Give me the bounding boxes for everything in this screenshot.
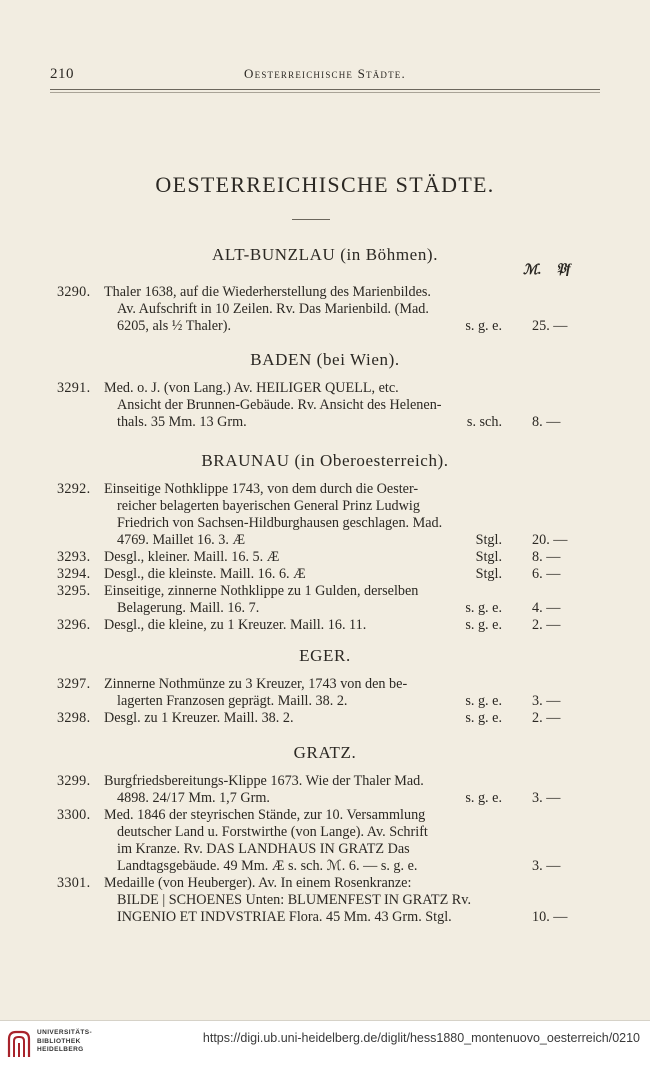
- permalink-url[interactable]: https://digi.ub.uni-heidelberg.de/diglit/hess1880_montenuovo_oesterreich/0210: [202, 1031, 640, 1045]
- entry-price: 10. —: [532, 909, 568, 925]
- entry-price: 2. —: [532, 617, 561, 633]
- entry-line: 4769. Maillet 16. 3. Æ: [117, 532, 246, 548]
- entry-line: Desgl., die kleinste. Maill. 16. 6. Æ: [104, 566, 306, 582]
- library-name: [37, 1029, 92, 1055]
- header-rule-thin: [50, 92, 600, 93]
- library-name-line: HEIDELBERG: [37, 1046, 84, 1053]
- entry-line: Thaler 1638, auf die Wiederherstellung des Marienbildes.: [104, 284, 431, 300]
- catalog-entry: [0, 773, 650, 807]
- viewer-footer: [0, 1020, 650, 1067]
- entry-number: 3294.: [57, 566, 91, 582]
- entry-condition: s. g. e.: [465, 710, 502, 726]
- entry-price: 3. —: [532, 693, 561, 709]
- entry-line: reicher belagerten bayerischen General Prinz Ludwig: [117, 498, 420, 514]
- section-heading: BRAUNAU (in Oberoesterreich).: [201, 451, 449, 470]
- entry-line: Einseitige, zinnerne Nothklippe zu 1 Gulden, derselben: [104, 583, 419, 599]
- entry-condition: s. g. e.: [465, 318, 502, 334]
- entry-number: 3299.: [57, 773, 91, 789]
- entry-price: 3. —: [532, 790, 561, 806]
- column-head-pf: 𝔓f: [556, 262, 571, 277]
- title-divider: [292, 219, 330, 220]
- entry-number: 3296.: [57, 617, 91, 633]
- entry-line: Desgl., die kleine, zu 1 Kreuzer. Maill. 16. 11.: [104, 617, 367, 633]
- entry-price: 8. —: [532, 549, 561, 565]
- entry-number: 3293.: [57, 549, 91, 565]
- entry-line: Landtagsgebäude. 49 Mm. Æ s. sch. ℳ. 6. — s. g. e.: [117, 858, 418, 874]
- entry-price: 4. —: [532, 600, 561, 616]
- catalog-entry: [0, 617, 650, 634]
- library-name-line: BIBLIOTHEK: [37, 1037, 81, 1045]
- entry-number: 3297.: [57, 676, 91, 692]
- entry-condition: s. g. e.: [465, 600, 502, 616]
- entry-line: Av. Aufschrift in 10 Zeilen. Rv. Das Marienbild. (Mad.: [117, 301, 429, 317]
- running-header: [0, 66, 650, 88]
- page-title: OESTERREICHISCHE STÄDTE.: [155, 172, 495, 197]
- entry-line: Burgfriedsbereitungs-Klippe 1673. Wie der Thaler Mad.: [104, 773, 424, 789]
- entry-line: Med. 1846 der steyrischen Stände, zur 10. Versammlung: [104, 807, 426, 823]
- entry-number: 3295.: [57, 583, 91, 599]
- entry-line: INGENIO ET INDVSTRIAE Flora. 45 Mm. 43 Grm. Stgl.: [117, 909, 452, 925]
- entry-number: 3291.: [57, 380, 91, 396]
- entry-number: 3298.: [57, 710, 91, 726]
- entry-line: Zinnerne Nothmünze zu 3 Kreuzer, 1743 von den be-: [104, 676, 408, 692]
- entry-condition: Stgl.: [475, 566, 502, 582]
- entry-line: Belagerung. Maill. 16. 7.: [117, 600, 260, 616]
- library-name-line: UNIVERSITÄTS-: [37, 1029, 93, 1036]
- entry-price: 6. —: [532, 566, 561, 582]
- catalog-entry: [0, 676, 650, 710]
- entry-line: Friedrich von Sachsen-Hildburghausen geschlagen. Mad.: [117, 515, 443, 531]
- catalog-entry: [0, 284, 650, 335]
- entry-line: 6205, als ½ Thaler).: [117, 318, 231, 334]
- catalog-entry: [0, 807, 650, 875]
- entry-price: 3. —: [532, 858, 561, 874]
- entry-line: BILDE | SCHOENES Unten: BLUMENFEST IN GRATZ Rv.: [117, 892, 471, 908]
- catalog-entry: [0, 710, 650, 727]
- section-heading: EGER.: [299, 646, 351, 665]
- catalog-entry: [0, 549, 650, 566]
- catalog-entry: [0, 481, 650, 549]
- entry-line: Med. o. J. (von Lang.) Av. HEILIGER QUELL, etc.: [104, 380, 399, 396]
- entry-price: 8. —: [532, 414, 561, 430]
- entry-line: thals. 35 Mm. 13 Grm.: [117, 414, 247, 430]
- catalog-entry: [0, 583, 650, 617]
- entry-line: im Kranze. Rv. DAS LANDHAUS IN GRATZ Das: [117, 841, 410, 857]
- entry-line: Desgl. zu 1 Kreuzer. Maill. 38. 2.: [104, 710, 294, 726]
- running-title: Oesterreichische Städte.: [244, 66, 406, 81]
- entry-number: 3301.: [57, 875, 91, 891]
- entry-condition: Stgl.: [475, 532, 502, 548]
- entry-condition: Stgl.: [475, 549, 502, 565]
- entry-number: 3300.: [57, 807, 91, 823]
- entry-condition: s. g. e.: [465, 617, 502, 633]
- entry-condition: s. g. e.: [465, 790, 502, 806]
- column-head-mark: ℳ.: [523, 263, 542, 278]
- entry-line: Ansicht der Brunnen-Gebäude. Rv. Ansicht des Helenen-: [117, 397, 442, 413]
- entry-price: 20. —: [532, 532, 568, 548]
- catalog-entry: [0, 566, 650, 583]
- entry-number: 3292.: [57, 481, 91, 497]
- library-logo-icon: [6, 1029, 32, 1059]
- entry-price: 2. —: [532, 710, 561, 726]
- entry-line: 4898. 24/17 Mm. 1,7 Grm.: [117, 790, 270, 806]
- section-heading: ALT-BUNZLAU (in Böhmen).: [211, 245, 439, 264]
- entry-condition: s. sch.: [466, 414, 502, 430]
- entry-line: Medaille (von Heuberger). Av. In einem Rosenkranze:: [104, 875, 412, 891]
- section-heading: BADEN (bei Wien).: [250, 350, 400, 369]
- entry-line: deutscher Land u. Forstwirthe (von Lange). Av. Schrift: [117, 824, 428, 840]
- entry-condition: s. g. e.: [465, 693, 502, 709]
- entry-line: Desgl., kleiner. Maill. 16. 5. Æ: [104, 549, 280, 565]
- entry-number: 3290.: [57, 284, 91, 300]
- catalog-entry: [0, 380, 650, 431]
- page-number: 210: [50, 66, 74, 82]
- entry-price: 25. —: [532, 318, 568, 334]
- entry-line: Einseitige Nothklippe 1743, von dem durch die Oester-: [104, 481, 419, 497]
- catalog-entry: [0, 875, 650, 926]
- entry-line: lagerten Franzosen geprägt. Maill. 38. 2.: [117, 693, 348, 709]
- header-rule: [50, 89, 600, 90]
- section-heading: GRATZ.: [293, 743, 357, 762]
